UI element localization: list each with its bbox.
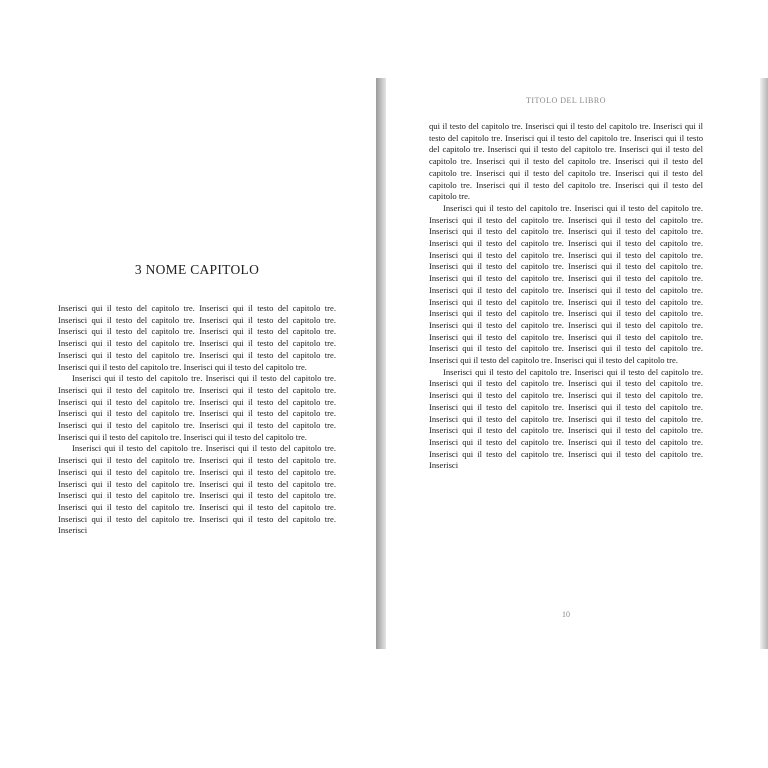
paragraph: Inserisci qui il testo del capitolo tre. Inserisci qui il testo del capitolo tre. Inserisci qui il testo del capitolo tre. Inserisci qui il testo del capitolo tre. Inserisci qui il testo del capitolo tre. Inserisci qui il testo del capitolo tre. Inserisci qui il testo del capitolo tre. Inserisci qui il testo del capitolo tre. Inserisci qui il testo del capitolo tre. Inserisci qui il testo del capitolo tre. Inserisci qui il testo del capitolo tre. Inserisci qui il testo del capitolo tre. Inserisci qui il testo del capitolo tre. Inserisci qui il testo del capitolo tre. Inserisci: [58, 443, 336, 536]
book-gutter-shadow: [376, 78, 386, 649]
left-page: [58, 0, 336, 768]
paragraph: Inserisci qui il testo del capitolo tre. Inserisci qui il testo del capitolo tre. Inserisci qui il testo del capitolo tre. Inserisci qui il testo del capitolo tre. Inserisci qui il testo del capitolo tre. Inserisci qui il testo del capitolo tre. Inserisci qui il testo del capitolo tre. Inserisci qui il testo del capitolo tre. Inserisci qui il testo del capitolo tre. Inserisci qui il testo del capitolo tre. Inserisci qui il testo del capitolo tre. Inserisci qui il testo del capitolo tre. Inserisci qui il testo del capitolo tre. Inserisci qui il testo del capitolo tre. Inserisci qui il testo del capitolo tre. Inserisci qui il testo del capitolo tre. Inserisci: [429, 366, 703, 471]
page-edge-shadow: [760, 78, 768, 649]
left-page-body: [58, 303, 336, 537]
page-number: 10: [562, 610, 570, 619]
right-page-body: [429, 121, 703, 472]
right-page: [429, 0, 703, 768]
paragraph: qui il testo del capitolo tre. Inserisci qui il testo del capitolo tre. Inserisci qui il testo del capitolo tre. Inserisci qui il testo del capitolo tre. Inserisci qui il testo del capitolo tre. Inserisci qui il testo del capitolo tre. Inserisci qui il testo del capitolo tre. Inserisci qui il testo del capitolo tre. Inserisci qui il testo del capitolo tre. Inserisci qui il testo del capitolo tre. Inserisci qui il testo del capitolo tre. Inserisci qui il testo del capitolo tre. Inserisci qui il testo del capitolo tre.: [429, 121, 703, 202]
paragraph: Inserisci qui il testo del capitolo tre. Inserisci qui il testo del capitolo tre. Inserisci qui il testo del capitolo tre. Inserisci qui il testo del capitolo tre. Inserisci qui il testo del capitolo tre. Inserisci qui il testo del capitolo tre. Inserisci qui il testo del capitolo tre. Inserisci qui il testo del capitolo tre. Inserisci qui il testo del capitolo tre. Inserisci qui il testo del capitolo tre. Inserisci qui il testo del capitolo tre. Inserisci qui il testo del capitolo tre.: [58, 373, 336, 442]
chapter-heading: 3 NOME CAPITOLO: [134, 262, 260, 277]
paragraph: Inserisci qui il testo del capitolo tre. Inserisci qui il testo del capitolo tre. Inserisci qui il testo del capitolo tre. Inserisci qui il testo del capitolo tre. Inserisci qui il testo del capitolo tre. Inserisci qui il testo del capitolo tre. Inserisci qui il testo del capitolo tre. Inserisci qui il testo del capitolo tre. Inserisci qui il testo del capitolo tre. Inserisci qui il testo del capitolo tre. Inserisci qui il testo del capitolo tre. Inserisci qui il testo del capitolo tre. Inserisci qui il testo del capitolo tre. Inserisci qui il testo del capitolo tre. Inserisci qui il testo del capitolo tre. Inserisci qui il testo del capitolo tre. Inserisci qui il testo del capitolo tre. Inserisci qui il testo del capitolo tre. Inserisci qui il testo del capitolo tre. Inserisci qui il testo del capitolo tre. Inserisci qui il testo del capitolo tre. Inserisci qui il testo del capitolo tre. Inserisci qui il testo del capitolo tre. Inserisci qui il testo del capitolo tre. Inserisci qui il testo del capitolo tre. Inserisci qui il testo del capitolo tre. Inserisci qui il testo del capitolo tre. Inserisci qui il testo del capitolo tre.: [429, 202, 703, 366]
running-head: TITOLO DEL LIBRO: [526, 96, 606, 105]
paragraph: Inserisci qui il testo del capitolo tre. Inserisci qui il testo del capitolo tre. Inserisci qui il testo del capitolo tre. Inserisci qui il testo del capitolo tre. Inserisci qui il testo del capitolo tre. Inserisci qui il testo del capitolo tre. Inserisci qui il testo del capitolo tre. Inserisci qui il testo del capitolo tre. Inserisci qui il testo del capitolo tre. Inserisci qui il testo del capitolo tre. Inserisci qui il testo del capitolo tre. Inserisci qui il testo del capitolo tre.: [58, 303, 336, 372]
